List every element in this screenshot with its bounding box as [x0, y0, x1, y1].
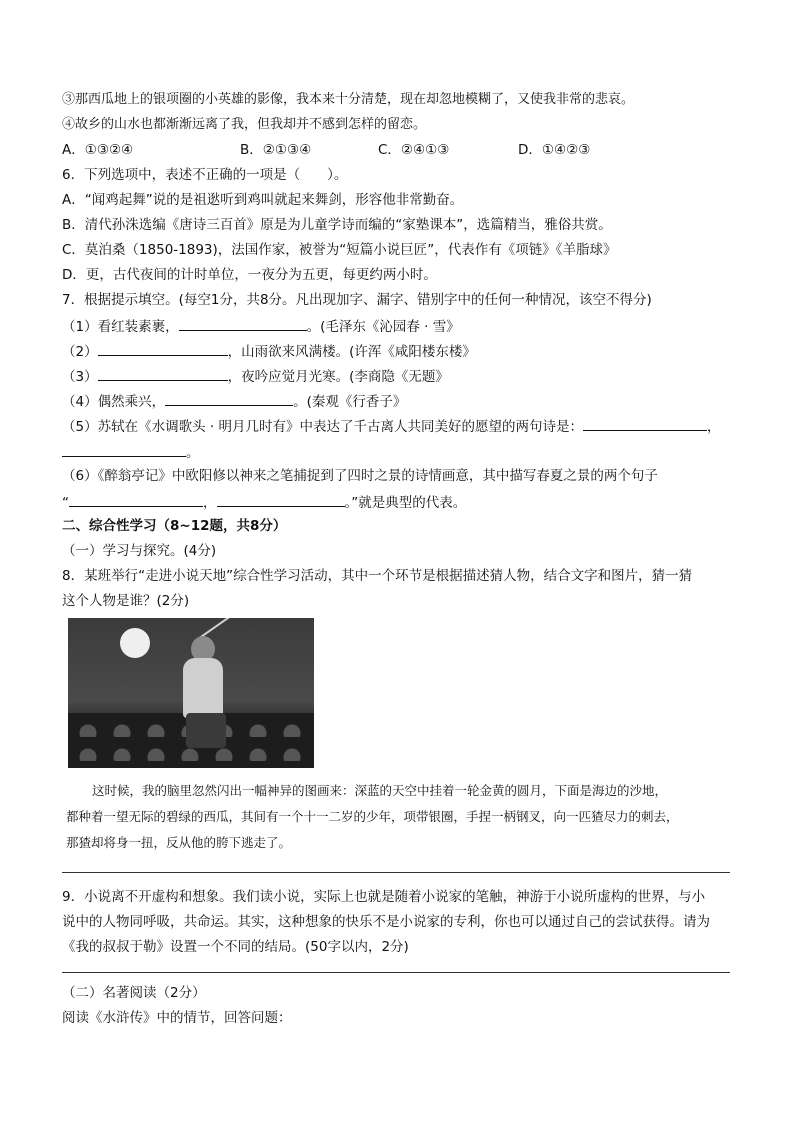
q5-option-d: D．①④②③	[518, 142, 591, 158]
reading-intro: 阅读《水浒传》中的情节，回答问题：	[62, 1010, 292, 1026]
q9-line-1: 9．小说离不开虚构和想象。我们读小说，实际上也就是随着小说家的笔触，神游于小说所虚构的世界，与小	[62, 889, 706, 905]
q6-option-d: D．更，古代夜间的计时单位，一夜分为五更，每更约两小时。	[62, 267, 437, 283]
q7-6-comma: ，	[203, 495, 217, 511]
q7-4-blank[interactable]	[165, 391, 293, 406]
q6-option-a: A．“闻鸡起舞”说的是祖逖听到鸡叫就起来舞剑，形容他非常勤奋。	[62, 192, 464, 208]
q7-5-end: 。	[186, 445, 200, 461]
q7-item-6: （6）《醉翁亭记》中欧阳修以神来之笔捕捉到了四时之景的诗情画意，其中描写春夏之景的两个句子	[62, 468, 658, 484]
section-2-title: 二、综合性学习（8~12题，共8分）	[62, 518, 287, 534]
q6-option-c: C．莫泊桑（1850-1893)，法国作家，被誉为“短篇小说巨匠”，代表作有《项链》《羊脂球》	[62, 242, 617, 258]
q5-option-a: A．①③②④	[62, 142, 134, 158]
q5-option-c: C．②④①③	[378, 142, 450, 158]
q7-2-prefix: （2）	[62, 344, 98, 360]
q7-5-blank-2[interactable]	[62, 442, 186, 457]
q7-3-source: ，夜吟应觉月光寒。(李商隐《无题》	[227, 369, 449, 385]
q7-item-5-cont	[62, 442, 200, 462]
q7-2-blank[interactable]	[98, 341, 228, 356]
q5-item-4: ④故乡的山水也都渐渐远离了我，但我却并不感到怎样的留恋。	[62, 117, 427, 132]
q7-6-blank-2[interactable]	[217, 492, 345, 507]
q7-5-prompt: （5）苏轼在《水调歌头 · 明月几时有》中表达了千古离人共同美好的愿望的两句诗是：	[62, 419, 583, 435]
q6-option-b: B．清代孙洙选编《唐诗三百首》原是为儿童学诗而编的“家塾课本”，选篇精当，雅俗共赏。	[62, 217, 612, 233]
q8-excerpt-1: 这时候，我的脑里忽然闪出一幅神异的图画来：深蓝的天空中挂着一轮金黄的圆月，下面是海边的沙地，	[92, 783, 668, 798]
q9-line-2: 说中的人物同呼吸，共命运。其实，这种想象的快乐不是小说家的专利，你也可以通过自己的尝试获得。请为	[62, 914, 710, 930]
q7-1-blank[interactable]	[179, 316, 307, 331]
q8-line-1: 8．某班举行“走进小说天地”综合性学习活动，其中一个环节是根据描述猜人物，结合文字和图片，猜一猜	[62, 568, 693, 584]
q7-item-4	[62, 391, 406, 411]
q7-5-blank-1[interactable]	[583, 416, 707, 431]
q8-excerpt-3: 那猹却将身一扭，反从他的胯下逃走了。	[66, 835, 292, 850]
q7-6-open-quote: “	[62, 495, 69, 511]
q8-excerpt-2: 都种着一望无际的碧绿的西瓜，其间有一个十一二岁的少年，项带银圈，手捏一柄钢叉，向一匹猹尽力的刺去，	[66, 809, 679, 824]
q5-option-b: B．②①③④	[240, 142, 312, 158]
q5-item-3: ③那西瓜地上的银项圈的小英雄的影像，我本来十分清楚，现在却忽地模糊了，又使我非常的悲哀。	[62, 92, 635, 107]
q7-6-blank-1[interactable]	[69, 492, 203, 507]
boy-legs	[186, 713, 226, 748]
q9-answer-line[interactable]	[62, 972, 730, 973]
q7-item-2	[62, 341, 476, 361]
section-2-sub-1: （一）学习与探究。(4分)	[62, 543, 217, 559]
q7-item-5	[62, 416, 720, 436]
moon-shape	[120, 628, 150, 658]
q7-item-3	[62, 366, 449, 386]
q6-stem: 6．下列选项中，表述不正确的一项是（ ）。	[62, 167, 348, 183]
q7-1-source: 。(毛泽东《沁园春 · 雪》	[306, 319, 460, 335]
q7-5-comma: ，	[706, 419, 721, 435]
q8-answer-line[interactable]	[62, 872, 730, 873]
q7-stem: 7．根据提示填空。(每空1分，共8分。凡出现加字、漏字、错别字中的任何一种情况，该空不得分)	[62, 292, 652, 308]
q7-3-prefix: （3）	[62, 369, 98, 385]
q7-4-prefix: （4）偶然乘兴，	[62, 394, 166, 410]
q7-item-1	[62, 316, 460, 336]
q7-item-6-cont	[62, 492, 466, 512]
q7-3-blank[interactable]	[98, 366, 228, 381]
q9-line-3: 《我的叔叔于勒》设置一个不同的结局。(50字以内，2分)	[62, 939, 409, 955]
section-2-sub-2: （二）名著阅读（2分）	[62, 985, 206, 1001]
q7-6-close: 。”就是典型的代表。	[344, 495, 467, 511]
boy-body	[183, 658, 223, 718]
q8-line-2: 这个人物是谁？(2分)	[62, 593, 190, 609]
q7-2-source: ，山雨欲来风满楼。(许浑《咸阳楼东楼》	[227, 344, 476, 360]
q7-1-prefix: （1）看红装素裹，	[62, 319, 179, 335]
q7-4-source: 。(秦观《行香子》	[293, 394, 407, 410]
runtu-illustration	[68, 618, 314, 768]
